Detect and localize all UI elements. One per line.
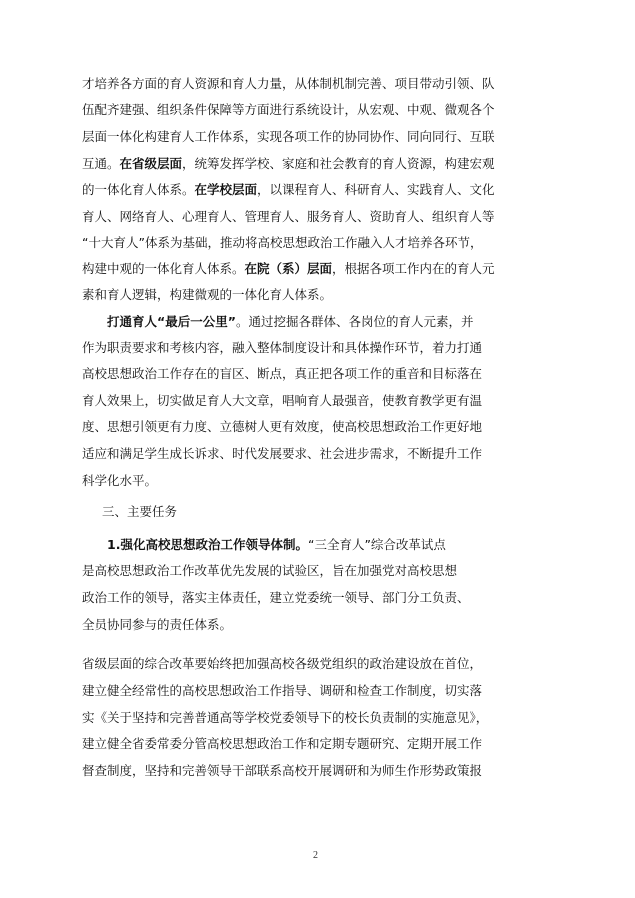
text-run: 。通过挖掘各群体、各岗位的育人元素，并 bbox=[235, 314, 474, 329]
text-run: 政治工作的领导，落实主体责任，建立党委统一领导、部门分工负责、 bbox=[82, 590, 470, 605]
text-run: 素和育人逻辑，构建微观的一体化育人体系。 bbox=[82, 287, 333, 302]
text-run: 作为职责要求和考核内容，融入整体制度设计和具体操作环节，着力打通 bbox=[82, 340, 483, 355]
text-line bbox=[82, 128, 495, 146]
section-heading: 三、主要任务 bbox=[102, 504, 178, 519]
text-run: 高校思想政治工作存在的盲区、断点，真正把各项工作的重音和目标落在 bbox=[82, 366, 483, 381]
text-line bbox=[82, 536, 446, 554]
text-run: 实《关于坚持和完善普通高等学校党委领导下的校长负责制的实施意见》， bbox=[82, 710, 489, 725]
bold-run: 在院（系）层面 bbox=[244, 261, 333, 276]
text-line bbox=[82, 339, 482, 357]
text-line bbox=[82, 155, 495, 173]
text-line bbox=[82, 589, 470, 607]
text-run: 适应和满足学生成长诉求、时代发展要求、社会进步需求，不断提升工作 bbox=[82, 446, 483, 461]
text-run: 省级层面的综合改革要始终把加强高校各级党组织的政治建设放在首位， bbox=[82, 656, 483, 671]
text-run: 度、思想引领更有力度、立德树人更有效度，使高校思想政治工作更好地 bbox=[82, 419, 483, 434]
text-line bbox=[82, 181, 495, 199]
text-run: ，以课程育人、科研育人、实践育人、文化 bbox=[257, 182, 495, 197]
text-line bbox=[82, 260, 495, 278]
text-line bbox=[82, 75, 495, 93]
text-run: 建立健全经常性的高校思想政治工作指导、调研和检查工作制度，切实落 bbox=[82, 683, 483, 698]
text-run: “三全育人”综合改革试点 bbox=[307, 537, 446, 552]
text-run: 互通。 bbox=[82, 156, 120, 171]
text-run: 伍配齐建强、组织条件保障等方面进行系统设计，从宏观、中观、微观各个 bbox=[82, 102, 495, 117]
text-run: 督查制度，坚持和完善领导干部联系高校开展调研和为师生作形势政策报 bbox=[82, 763, 483, 778]
text-line bbox=[82, 445, 482, 463]
text-line bbox=[82, 234, 482, 252]
text-line bbox=[82, 682, 482, 700]
text-run: 育人、网络育人、心理育人、管理育人、服务育人、资助育人、组织育人等 bbox=[82, 209, 495, 224]
text-run: “十大育人”体系为基础，推动将高校思想政治工作融入人才培养各环节， bbox=[82, 235, 483, 250]
text-run: 才培养各方面的育人资源和育人力量，从体制机制完善、项目带动引领、队 bbox=[82, 76, 495, 91]
text-line bbox=[82, 709, 488, 727]
text-line bbox=[82, 313, 473, 331]
text-line bbox=[82, 735, 482, 753]
text-line bbox=[82, 472, 157, 490]
text-line bbox=[82, 418, 482, 436]
text-run: 全员协同参与的责任体系。 bbox=[82, 617, 233, 632]
text-run: ，统筹发挥学校、家庭和社会教育的育人资源，构建宏观 bbox=[182, 156, 495, 171]
text-line bbox=[82, 208, 495, 226]
bold-run: 1.强化高校思想政治工作领导体制。 bbox=[107, 537, 308, 552]
text-line bbox=[82, 286, 332, 304]
text-run: 建立健全省委常委分管高校思想政治工作和定期专题研究、定期开展工作 bbox=[82, 736, 483, 751]
text-line bbox=[82, 762, 482, 780]
page-number: 2 bbox=[313, 850, 318, 861]
text-run: 的一体化育人体系。 bbox=[82, 182, 195, 197]
bold-run: 在学校层面 bbox=[194, 182, 258, 197]
text-line bbox=[82, 365, 482, 383]
text-run: 科学化水平。 bbox=[82, 473, 158, 488]
bold-run: 在省级层面 bbox=[119, 156, 183, 171]
text-line bbox=[82, 562, 457, 580]
text-line bbox=[82, 616, 232, 634]
text-line bbox=[82, 392, 482, 410]
text-run: 层面一体化构建育人工作体系，实现各项工作的协同协作、同向同行、互联 bbox=[82, 129, 495, 144]
text-run: ，根据各项工作内在的育人元 bbox=[332, 261, 495, 276]
text-run bbox=[82, 314, 107, 329]
bold-run: 打通育人“最后一公里” bbox=[107, 314, 236, 329]
text-run bbox=[82, 537, 107, 552]
text-line bbox=[82, 655, 482, 673]
text-line bbox=[82, 101, 495, 119]
text-run: 育人效果上，切实做足育人大文章，唱响育人最强音，使教育教学更有温 bbox=[82, 393, 483, 408]
text-run: 是高校思想政治工作改革优先发展的试验区，旨在加强党对高校思想 bbox=[82, 563, 458, 578]
text-run: 构建中观的一体化育人体系。 bbox=[82, 261, 245, 276]
